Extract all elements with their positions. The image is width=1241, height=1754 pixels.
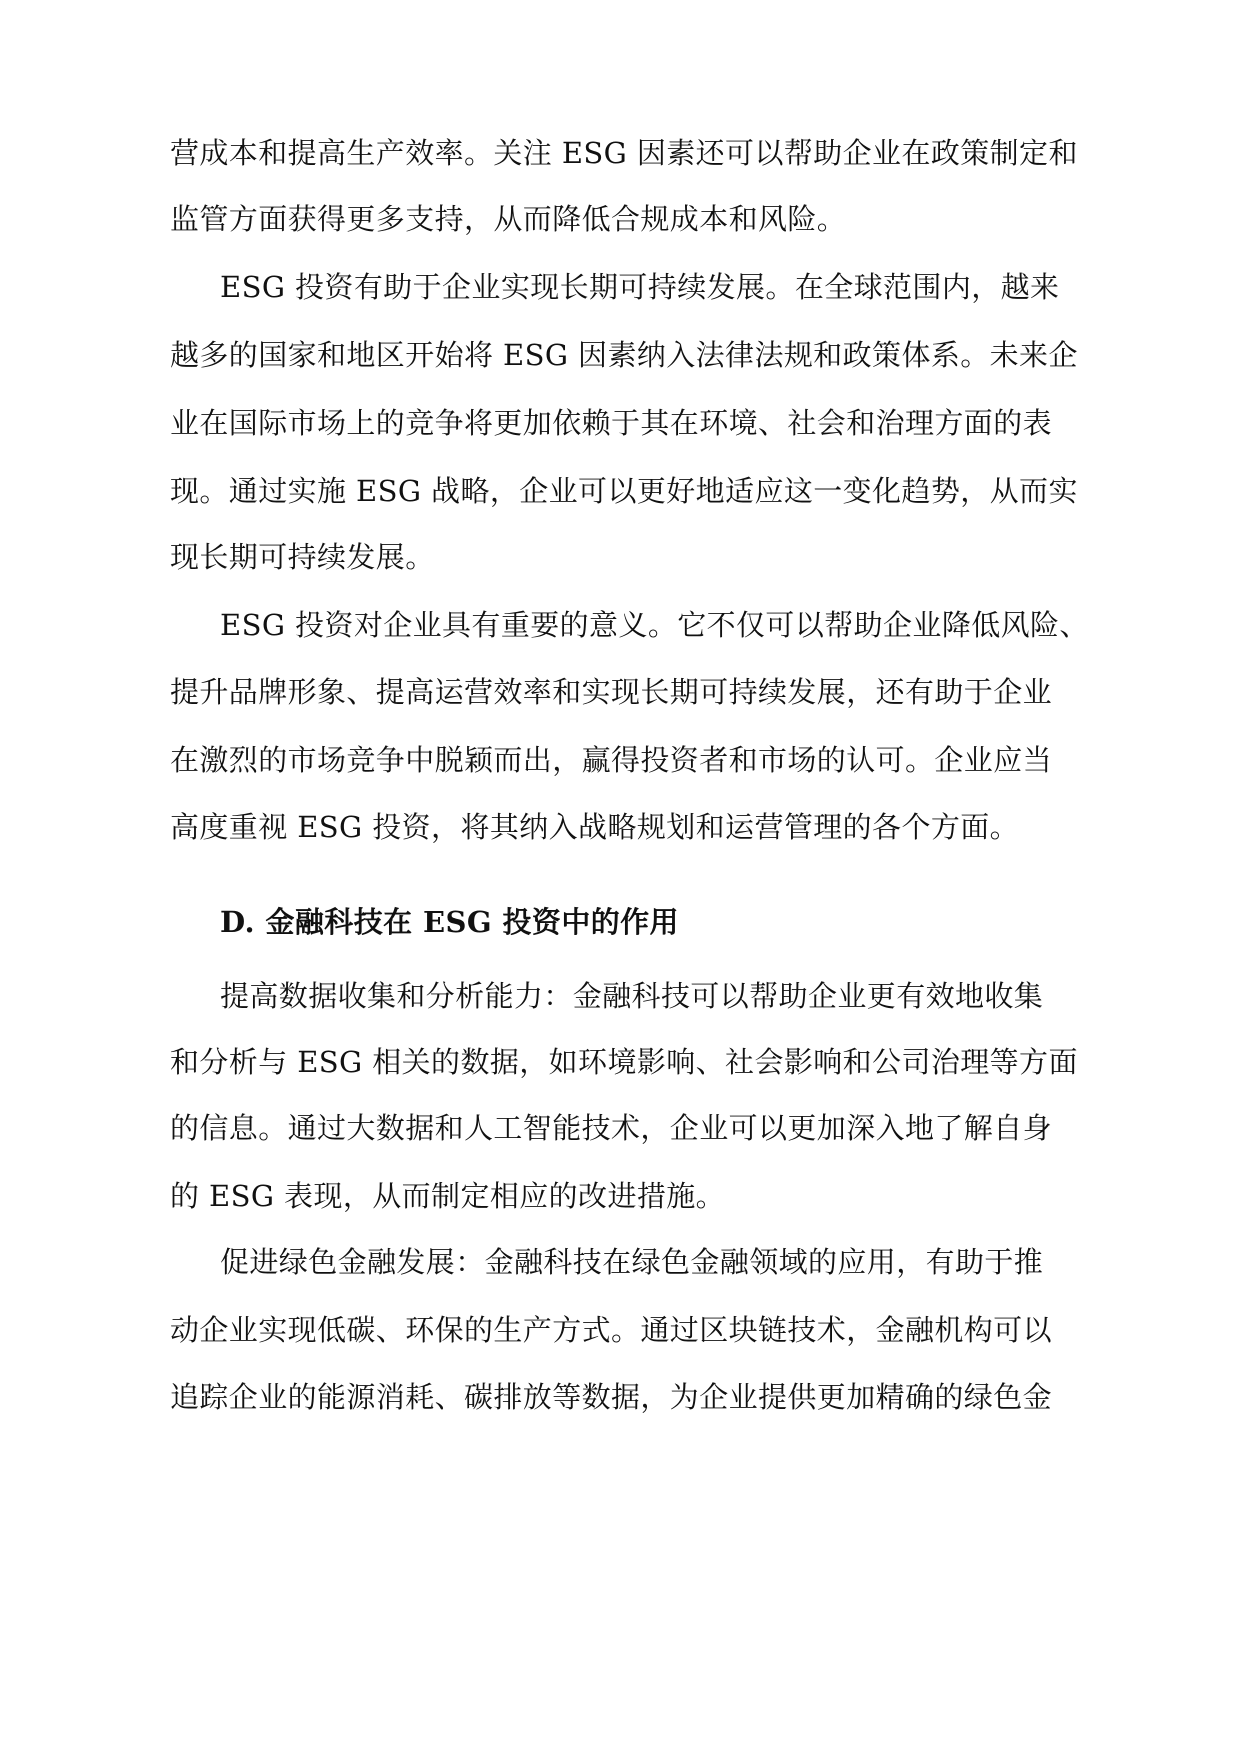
line-text: 追踪企业的能源消耗、碳排放等数据，为企业提供更加精确的绿色金 xyxy=(170,1380,1053,1414)
line-text: 高度重视 ESG 投资，将其纳入战略规划和运营管理的各个方面。 xyxy=(170,810,1020,844)
line-text: 业在国际市场上的竞争将更加依赖于其在环境、社会和治理方面的表 xyxy=(170,406,1053,440)
line-text: ESG 投资有助于企业实现长期可持续发展。在全球范围内，越来 xyxy=(220,270,1060,304)
line-text: ESG 投资对企业具有重要的意义。它不仅可以帮助企业降低风险、 xyxy=(220,608,1089,642)
line-text: 的 ESG 表现，从而制定相应的改进措施。 xyxy=(170,1179,726,1213)
heading-text: D. 金融科技在 ESG 投资中的作用 xyxy=(220,905,679,939)
line-text: 监管方面获得更多支持，从而降低合规成本和风险。 xyxy=(170,202,847,236)
line-text: 现。通过实施 ESG 战略，企业可以更好地适应这一变化趋势，从而实 xyxy=(170,474,1078,508)
line-text: 现长期可持续发展。 xyxy=(170,540,435,574)
line-text: 动企业实现低碳、环保的生产方式。通过区块链技术，金融机构可以 xyxy=(170,1313,1053,1347)
line-text: 越多的国家和地区开始将 ESG 因素纳入法律法规和政策体系。未来企 xyxy=(170,338,1078,372)
line-text: 提升品牌形象、提高运营效率和实现长期可持续发展，还有助于企业 xyxy=(170,675,1053,709)
line-text: 的信息。通过大数据和人工智能技术，企业可以更加深入地了解自身 xyxy=(170,1111,1053,1145)
line-text: 营成本和提高生产效率。关注 ESG 因素还可以帮助企业在政策制定和 xyxy=(170,136,1078,170)
line-text: 提高数据收集和分析能力：金融科技可以帮助企业更有效地收集 xyxy=(220,979,1044,1013)
line-text: 和分析与 ESG 相关的数据，如环境影响、社会影响和公司治理等方面 xyxy=(170,1045,1078,1079)
line-text: 在激烈的市场竞争中脱颖而出，赢得投资者和市场的认可。企业应当 xyxy=(170,743,1053,777)
line-text: 促进绿色金融发展：金融科技在绿色金融领域的应用，有助于推 xyxy=(220,1245,1044,1279)
